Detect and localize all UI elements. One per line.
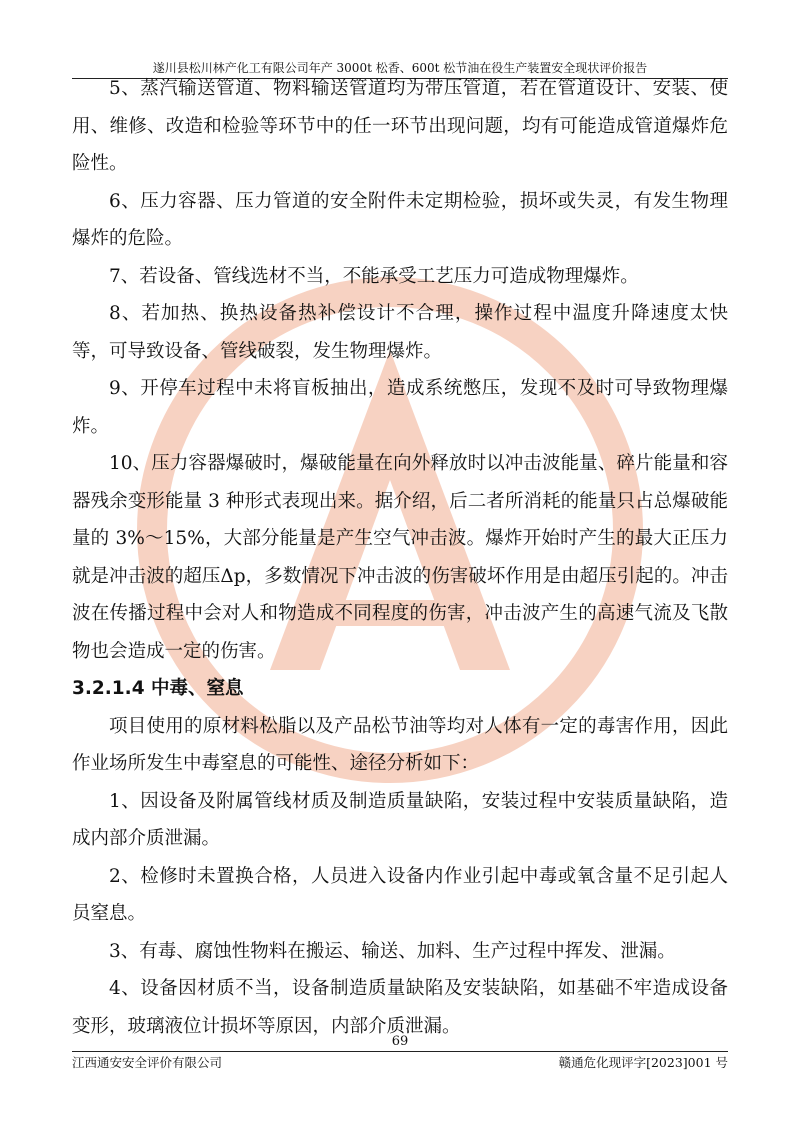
paragraph: 1、因设备及附属管线材质及制造质量缺陷，安装过程中安装质量缺陷，造成内部介质泄漏。 [72,790,728,849]
section-heading: 3.2.1.4 中毒、窒息 [72,678,244,699]
footer-company: 江西通安安全评价有限公司 [72,1055,223,1070]
paragraph: 8、若加热、换热设备热补偿设计不合理，操作过程中温度升降速度太快等，可导致设备、管线破裂，发生物理爆炸。 [72,303,728,362]
paragraph: 3、有毒、腐蚀性物料在搬运、输送、加料、生产过程中挥发、泄漏。 [109,940,676,962]
page-content [72,70,728,1045]
paragraph: 10、压力容器爆破时，爆破能量在向外释放时以冲击波能量、碎片能量和容器残余变形能量 3 种形式表现出来。据介绍，后二者所消耗的能量只占总爆破能量的 3%～15%，大部分能量是产生空气冲击波。爆炸开始时产生的最大正压力就是冲击波的超压Δp，多数情况下冲击波的伤害破坏作用是由超压引起的。冲击波在传播过程中会对人和物造成不同程度的伤害，冲击波产生的高速气流及飞散物也会造成一定的伤害。 [72,453,728,662]
footer-report-number: 赣通危化现评字[2023]001 号 [558,1055,728,1070]
paragraph: 4、设备因材质不当，设备制造质量缺陷及安装缺陷，如基础不牢造成设备变形，玻璃液位计损坏等原因，内部介质泄漏。 [72,978,728,1037]
page-number: 69 [391,1034,409,1049]
paragraph: 5、蒸汽输送管道、物料输送管道均为带压管道，若在管道设计、安装、使用、维修、改造和检验等环节中的任一环节出现问题，均有可能造成管道爆炸危险性。 [72,78,728,174]
paragraph: 2、检修时未置换合格，人员进入设备内作业引起中毒或氧含量不足引起人员窒息。 [72,865,728,924]
paragraph: 9、开停车过程中未将盲板抽出，造成系统憋压，发现不及时可导致物理爆炸。 [72,378,728,437]
footer-divider [72,1051,728,1052]
report-header: 遂川县松川林产化工有限公司年产 3000t 松香、600t 松节油在役生产装置安全现状评价报告 [152,61,648,75]
paragraph: 7、若设备、管线选材不当，不能承受工艺压力可造成物理爆炸。 [109,265,639,287]
paragraph: 项目使用的原材料松脂以及产品松节油等均对人体有一定的毒害作用，因此作业场所发生中毒窒息的可能性、途径分析如下： [72,715,728,774]
paragraph: 6、压力容器、压力管道的安全附件未定期检验，损坏或失灵，有发生物理爆炸的危险。 [72,190,728,249]
